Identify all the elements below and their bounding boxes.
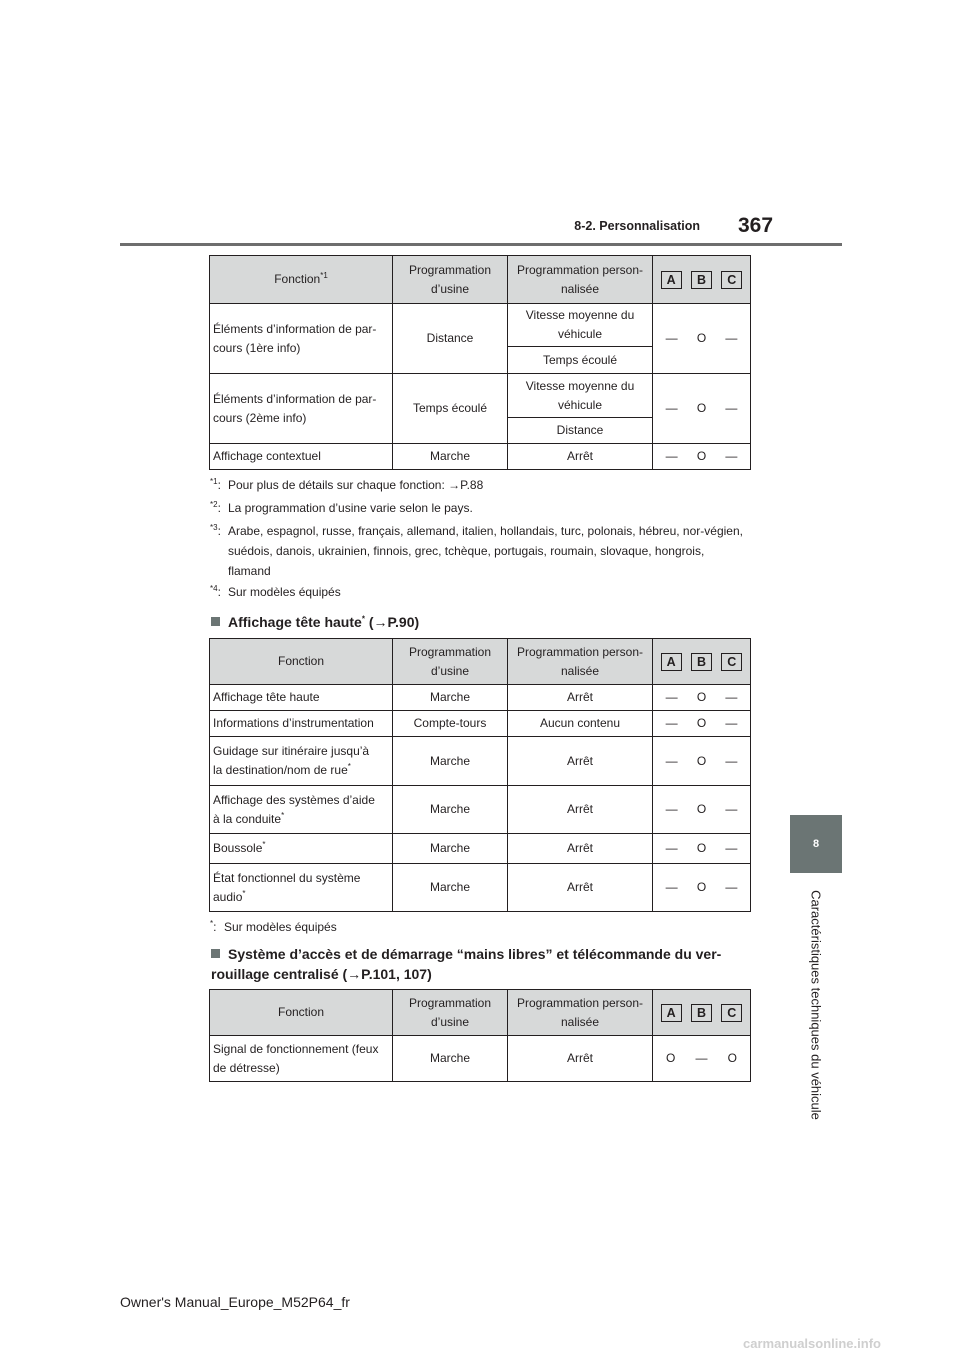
row-custom: Arrêt xyxy=(508,444,653,470)
row-factory: Distance xyxy=(393,304,508,374)
footnote: $^{*1}$: Pour plus de détails sur chaque fonction: →P.88 xyxy=(210,477,484,492)
row-factory: Marche xyxy=(393,834,508,864)
square-bullet-icon xyxy=(211,617,220,626)
row-letters: O — O xyxy=(653,1036,751,1082)
page-number: 367 xyxy=(738,214,774,237)
footer-manual-id: Owner's Manual_Europe_M52P64_fr xyxy=(120,1294,350,1310)
row-letters: — O — xyxy=(653,685,751,711)
col-letters: A B C xyxy=(653,990,751,1036)
footnote: $^{*2}$: La programmation d’usine varie selon le pays. xyxy=(210,500,473,515)
row-function: Signal de fonctionnement (feux de détresse) xyxy=(210,1036,393,1082)
row-custom: Arrêt xyxy=(508,786,653,834)
col-function: Fonction xyxy=(210,639,393,685)
watermark: carmanualsonline.info xyxy=(743,1336,881,1351)
chapter-tab[interactable] xyxy=(790,815,842,873)
header-divider xyxy=(120,243,842,246)
col-custom: Programmation person-nalisée xyxy=(508,639,653,685)
row-custom: Arrêt xyxy=(508,737,653,786)
row-function: Éléments d’information de par-cours (1ère info) xyxy=(210,304,393,374)
chapter-number: 8 xyxy=(812,838,820,850)
row-custom: Aucun contenu xyxy=(508,711,653,737)
footnote: $^{*4}$: Sur modèles équipés xyxy=(210,584,341,599)
subheading-smart-entry: Système d’accès et de démarrage “mains libres” et télécommande du ver-rouillage centralisé (→P.101, 107) xyxy=(211,946,722,982)
settings-table-smart-entry xyxy=(209,989,751,1082)
letter-a: A xyxy=(661,271,682,289)
subheading-head-up-display: Affichage tête haute* (→P.90) xyxy=(211,612,419,632)
settings-table-head-up-display xyxy=(209,638,751,912)
row-function: Guidage sur itinéraire jusqu’à la destination/nom de rue* xyxy=(210,737,393,786)
row-letters: — O — xyxy=(653,374,751,444)
col-letters: A B C xyxy=(653,639,751,685)
letter-c: C xyxy=(721,271,742,289)
row-factory: Marche xyxy=(393,1036,508,1082)
row-custom: Temps écoulé xyxy=(508,347,653,374)
row-function: Affichage tête haute xyxy=(210,685,393,711)
row-function: État fonctionnel du système audio* xyxy=(210,864,393,912)
section-title: 8-2. Personnalisation xyxy=(574,219,700,233)
row-custom: Arrêt xyxy=(508,834,653,864)
square-bullet-icon xyxy=(211,949,220,958)
row-letters: — O — xyxy=(653,304,751,374)
row-letters: — O — xyxy=(653,864,751,912)
row-factory: Marche xyxy=(393,685,508,711)
letter-b: B xyxy=(691,271,712,289)
row-factory: Temps écoulé xyxy=(393,374,508,444)
row-function: Informations d’instrumentation xyxy=(210,711,393,737)
footnote: *: Sur modèles équipés xyxy=(210,919,337,934)
col-factory: Programmation d’usine xyxy=(393,256,508,304)
col-factory: Programmation d’usine xyxy=(393,639,508,685)
row-custom: Vitesse moyenne du véhicule xyxy=(508,304,653,347)
row-factory: Marche xyxy=(393,786,508,834)
row-function: Éléments d’information de par-cours (2ème info) xyxy=(210,374,393,444)
row-function: Affichage des systèmes d’aide à la conduite* xyxy=(210,786,393,834)
col-factory: Programmation d’usine xyxy=(393,990,508,1036)
col-letters xyxy=(653,256,751,304)
row-letters: — O — xyxy=(653,737,751,786)
row-custom: Distance xyxy=(508,418,653,444)
footnote: $^{*3}$: Arabe, espagnol, russe, français, allemand, italien, hollandais, turc, polonais, hébreu, nor-végien, suédois, danois, ukrainien, finnois, grec, tchèque, portugais, roumain, slovaque, hongrois, flamand xyxy=(210,523,743,578)
row-letters: — O — xyxy=(653,711,751,737)
row-custom: Vitesse moyenne du véhicule xyxy=(508,374,653,418)
row-function: Affichage contextuel xyxy=(210,444,393,470)
col-function: Fonction$^{*1}$ xyxy=(210,256,393,304)
settings-table-trip-info xyxy=(209,255,751,470)
row-letters: — O — xyxy=(653,786,751,834)
row-factory: Compte-tours xyxy=(393,711,508,737)
row-custom: Arrêt xyxy=(508,685,653,711)
row-factory: Marche xyxy=(393,444,508,470)
row-custom: Arrêt xyxy=(508,1036,653,1082)
chapter-side-title: Caractéristiques techniques du véhicule xyxy=(808,889,824,1120)
row-function: Boussole* xyxy=(210,834,393,864)
row-factory: Marche xyxy=(393,737,508,786)
row-letters: — O — xyxy=(653,444,751,470)
col-custom: Programmation person-nalisée xyxy=(508,256,653,304)
row-custom: Arrêt xyxy=(508,864,653,912)
col-custom: Programmation person-nalisée xyxy=(508,990,653,1036)
row-factory: Marche xyxy=(393,864,508,912)
col-function: Fonction xyxy=(210,990,393,1036)
row-letters: — O — xyxy=(653,834,751,864)
